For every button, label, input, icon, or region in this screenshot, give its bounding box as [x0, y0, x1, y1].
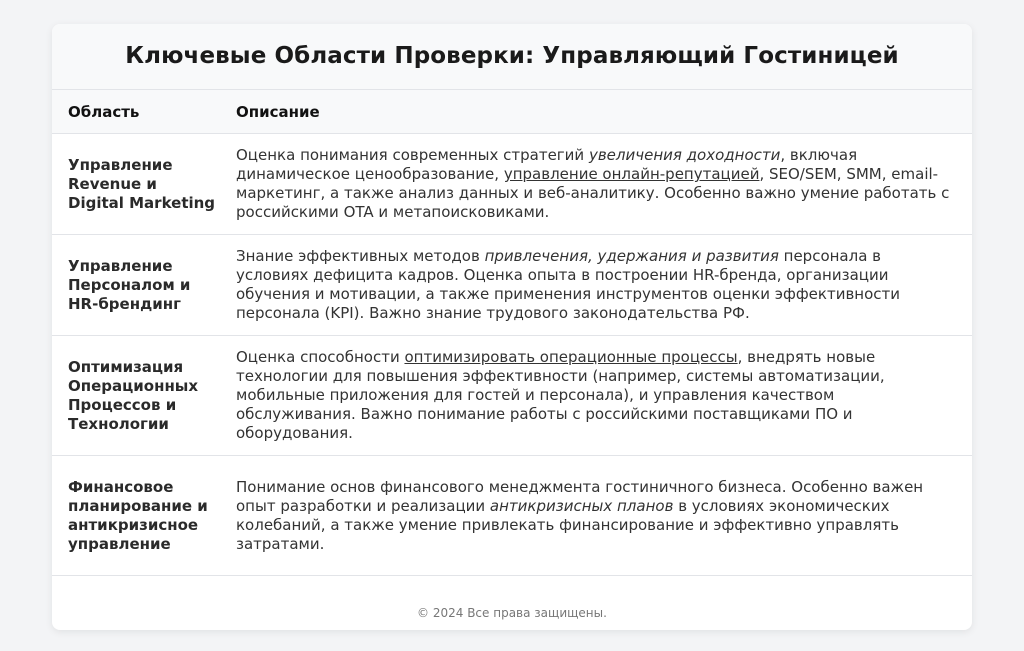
description-cell: [220, 456, 972, 576]
header: [52, 24, 972, 90]
desc-underline: управление онлайн-репутацией: [503, 165, 760, 183]
description-cell: [220, 336, 972, 456]
desc-text: , SEO/SEM, SMM, email-маркетинг, а также анализ данных и веб-аналитику. Особенно важно умение работать с российскими OTA и метапоисковиками.: [236, 165, 950, 221]
desc-text: в условиях экономических колебаний, а также умение привлекать финансирование и эффективно управлять затратами.: [236, 496, 899, 553]
area-cell: Управление Персоналом и HR-брендинг: [52, 235, 220, 336]
description-cell: [220, 235, 972, 336]
desc-text: Оценка понимания современных стратегий: [236, 146, 589, 164]
table-row: [52, 456, 972, 576]
table-row: [52, 235, 972, 336]
area-cell: Оптимизация Операционных Процессов и Технологии: [52, 336, 220, 456]
area-cell: Управление Revenue и Digital Marketing: [52, 134, 220, 235]
desc-text: , внедрять новые технологии для повышения эффективности (например, системы автоматизации, мобильные приложения для гостей и персонала), и управления качеством обслуживания. Важно понимание работы с российскими поставщиками ПО и оборудования.: [236, 348, 885, 442]
column-header-description: Описание: [220, 90, 972, 134]
content-card: [52, 24, 972, 630]
desc-text: Знание эффективных методов: [236, 247, 485, 265]
table-row: [52, 134, 972, 235]
column-header-area: Область: [52, 90, 220, 134]
area-cell: Финансовое планирование и антикризисное управление: [52, 456, 220, 576]
desc-emphasis: привлечения, удержания и развития: [484, 247, 779, 265]
table-row: [52, 336, 972, 456]
desc-text: Оценка способности: [236, 348, 405, 366]
areas-table: [52, 90, 972, 576]
description-cell: [220, 134, 972, 235]
desc-text: персонала в условиях дефицита кадров. Оценка опыта в построении HR-бренда, организации обучения и мотивации, а также применения инструментов оценки эффективности персонала (KPI). Важно знание трудового законодательства РФ.: [236, 247, 901, 322]
desc-emphasis: увеличения доходности: [588, 146, 781, 164]
copyright-footer: © 2024 Все права защищены.: [417, 606, 607, 620]
desc-underline: оптимизировать операционные процессы: [404, 348, 738, 366]
desc-text: , включая динамическое ценообразование,: [236, 146, 858, 183]
desc-emphasis: антикризисных планов: [489, 496, 674, 515]
table-header-row: [52, 90, 972, 134]
page-title: Ключевые Области Проверки: Управляющий Гостиницей: [125, 42, 899, 69]
desc-text: Понимание основ финансового менеджмента гостиничного бизнеса. Особенно важен опыт разработки и реализации: [236, 477, 924, 515]
